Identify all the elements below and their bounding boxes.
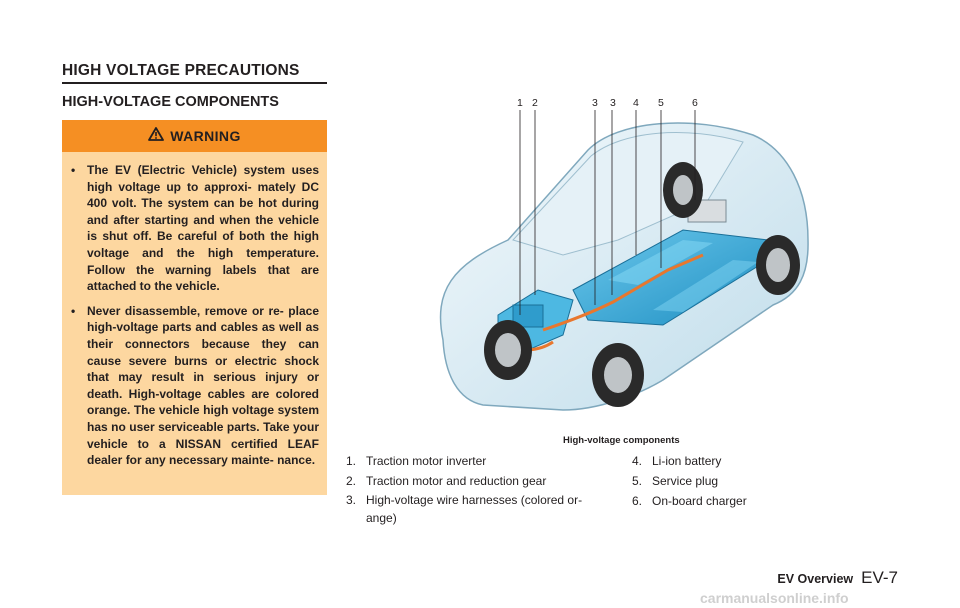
callout-number: 3: [610, 97, 616, 109]
wheel: [484, 320, 532, 380]
component-legend-right: [632, 451, 822, 511]
wheel: [756, 235, 800, 295]
legend-item: 3. High-voltage wire harnesses (colored or- ange): [346, 493, 583, 525]
page-number: EV-7: [861, 568, 898, 587]
section-title: HIGH VOLTAGE PRECAUTIONS: [62, 62, 300, 79]
warning-triangle-icon: [148, 127, 164, 146]
watermark: carmanualsonline.info: [700, 590, 849, 606]
warning-item-text: The EV (Electric Vehicle) system uses high voltage up to approxi- mately DC 400 volt. The system can be hot during and after starting and when the vehicle is shut off. Be careful of both the high voltage and the high temperature. Follow the warning labels that are attached to the vehicle.: [87, 163, 319, 294]
section-divider: [62, 82, 327, 84]
high-voltage-components-illustration: [413, 90, 823, 435]
legend-item: 1. Traction motor inverter: [346, 454, 487, 468]
warning-box: [62, 120, 327, 495]
legend-item: 5. Service plug: [632, 474, 719, 488]
legend-item: 4. Li-ion battery: [632, 454, 722, 468]
warning-item: • The EV (Electric Vehicle) system uses high voltage up to approxi- mately DC 400 volt. The system can be hot during and after starting and when the vehicle is shut off. Be careful of both the high voltage and the high temperature. Follow the warning labels that are attached to the vehicle.: [71, 163, 319, 294]
callout-number: 2: [532, 97, 538, 109]
component-legend-left: [346, 451, 616, 527]
callout-number: 3: [592, 97, 598, 109]
callout-number: 1: [517, 97, 523, 109]
warning-header: [62, 120, 327, 152]
wheel: [663, 162, 703, 218]
figure-caption: High-voltage components: [563, 435, 680, 446]
warning-item-text: Never disassemble, remove or re- place high-voltage parts and cables as well as their connectors because they can cause severe burns or electric shock that may result in serious injury or death. High-voltage cables are colored orange. The vehicle high voltage system has no user serviceable parts. Take your vehicle to a NISSAN certified LEAF dealer for any necessary mainte- nance.: [87, 303, 319, 468]
wheel: [592, 343, 644, 407]
callout-number: 5: [658, 97, 664, 109]
footer-section: EV Overview: [777, 572, 854, 586]
warning-item: • Never disassemble, remove or re- place high-voltage parts and cables as well as their connectors because they can cause severe burns or electric shock that may result in serious injury or death. High-voltage cables are colored orange. The vehicle high voltage system has no user serviceable parts. Take your vehicle to a NISSAN certified LEAF dealer for any necessary mainte- nance.: [71, 303, 319, 468]
callout-number: 4: [633, 97, 639, 109]
warning-list: [62, 162, 327, 469]
page-footer: [777, 568, 898, 588]
legend-item: 6. On-board charger: [632, 494, 747, 508]
subsection-title: HIGH-VOLTAGE COMPONENTS: [62, 94, 279, 110]
callout-number: 6: [692, 97, 698, 109]
warning-label: WARNING: [170, 128, 241, 144]
legend-item: 2. Traction motor and reduction gear: [346, 474, 547, 488]
